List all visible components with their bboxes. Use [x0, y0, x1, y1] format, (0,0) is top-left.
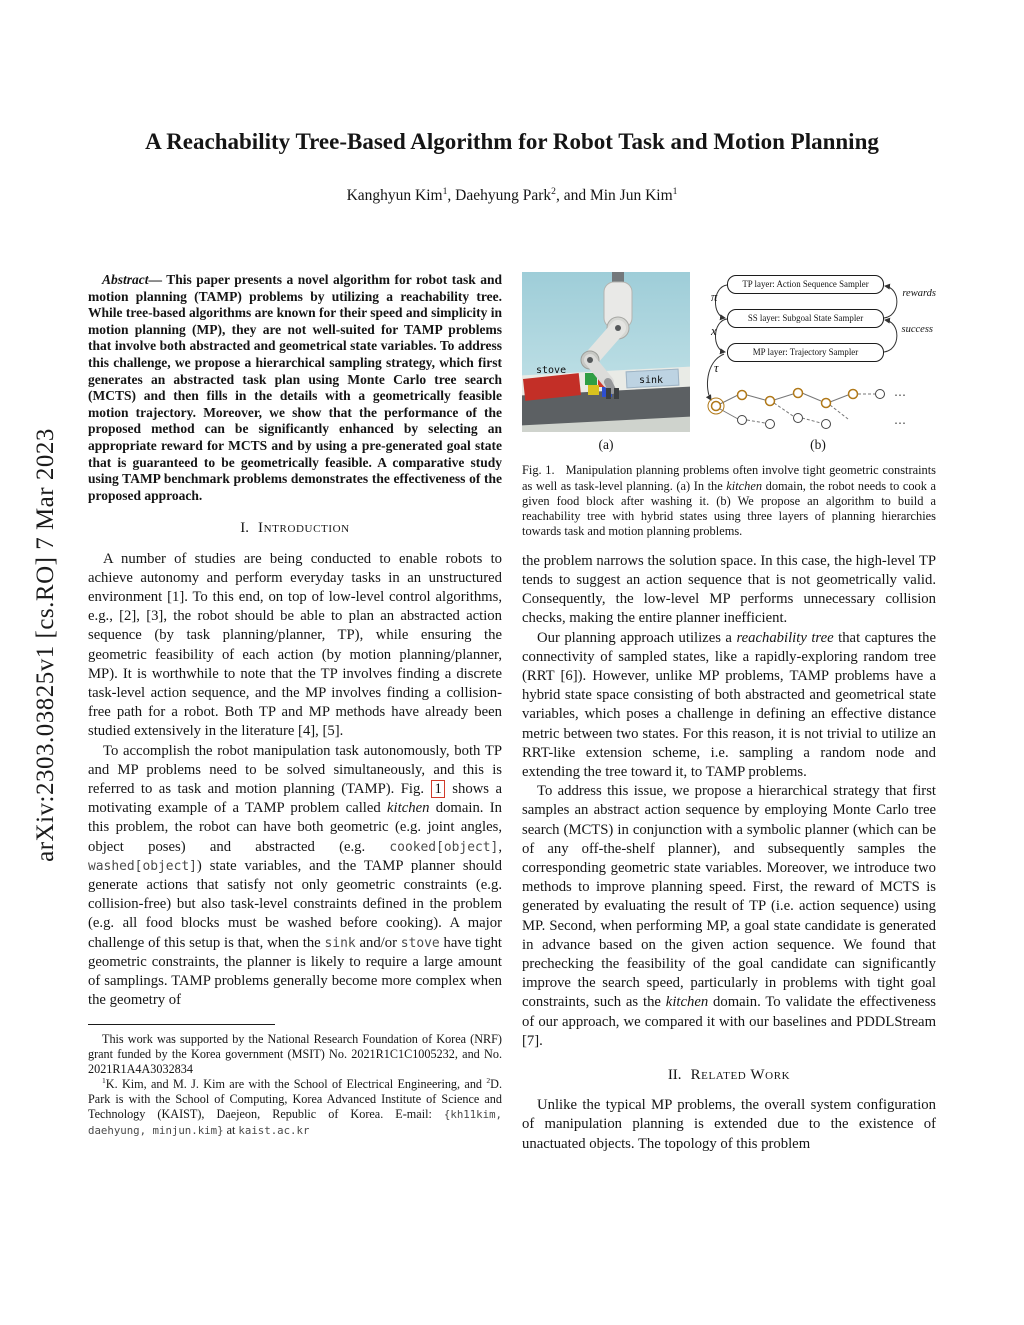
section-number: I.	[240, 520, 250, 537]
right-column	[522, 272, 936, 1154]
section-title: Introduction	[258, 520, 350, 537]
x-symbol: x	[711, 324, 717, 338]
ss-layer-box: SS layer: Subgoal State Sampler	[727, 309, 884, 328]
text-segment: cooked[object]	[389, 839, 499, 855]
text-segment: To address this issue, we propose a hierarchical strategy that first samples an abstract action sequence by employing Monte Carlo tree search (MCTS) in conjunction with a symbolic planner (which can be of any off-the-shelf planner), and subsequently samples the corresponding geometric state variables. Moreover, we introduce two methods to improve planning speed. First, the reward of MCTS is generated by evaluating the result of TP (i.e. action sequence) using MP. Second, when performing MP, a goal state candidate is generated in advance based on the given action sequence. We found that prechecking the feasibility of the goal candidate can significantly improve the search speed, particularly in problems with tight goal constraints, such as the	[522, 783, 936, 1011]
figure-1-panels	[522, 272, 936, 454]
paper-header	[132, 126, 892, 205]
pi-symbol: π	[711, 290, 718, 304]
tau-symbol: τ	[714, 361, 719, 375]
text-segment: reachability tree	[736, 629, 834, 646]
text-segment: kaist.ac.kr	[238, 1123, 310, 1137]
funding-footnote: This work was supported by the National Research Foundation of Korea (NRF) grant funded by the Korea government (MSIT) No. 2021R1C1C1005232, and No. 2021R1A4A3032834	[88, 1032, 502, 1077]
text-segment: ,	[498, 838, 502, 855]
mp-layer-box: MP layer: Trajectory Sampler	[727, 343, 884, 362]
figure-ref-link[interactable]: 1	[431, 780, 444, 798]
text-segment: , and Min Jun Kim	[555, 187, 673, 204]
figure-1a-label: (a)	[598, 437, 614, 452]
text-segment: Kanghyun Kim	[346, 187, 443, 204]
tree-ellipsis-bottom: ⋯	[894, 416, 906, 430]
text-segment: 2	[486, 1076, 491, 1086]
text-segment: 1	[442, 185, 448, 197]
section-heading-related-work	[522, 1066, 936, 1085]
tp-layer-box: TP layer: Action Sequence Sampler	[727, 275, 884, 294]
section-number: II.	[667, 1066, 682, 1083]
authors-line	[132, 187, 892, 205]
figure-1b-label: (b)	[810, 437, 826, 452]
tree-ellipsis-top: ⋯	[894, 388, 906, 402]
figure-1a-wrap	[522, 272, 690, 454]
section-title: Related Work	[690, 1066, 791, 1083]
text-segment: domain. To validate the effectiveness of our approach, we compared it with our baselines and PDDLStream [7].	[522, 994, 936, 1049]
text-segment: at	[223, 1122, 239, 1137]
text-segment: kitchen	[726, 478, 763, 493]
text-segment: domain, the robot needs to cook a given food block after washing it. (b) We propose an algorithm to build a reachability tree with hybrid states using three layers of planning hierarchies towards task and motion planning problems.	[522, 478, 936, 539]
col2-paragraph-1: the problem narrows the solution space. In this case, the high-level TP tends to suggest an action sequence that is not geometrically valid. Consequently, the low-level MP performs unnecessary collision checks, making the entire planner inefficient.	[522, 552, 936, 627]
text-segment: 1	[672, 185, 678, 197]
section-heading-introduction	[88, 519, 502, 538]
figure-1-caption	[522, 463, 936, 539]
text-segment: — This paper presents a novel algorithm for robot task and motion planning (TAMP) problems by utilizing a reachability tree. While tree-based algorithms are known for their speed and simplicity in motion planning (MP), they are not well-suited for TAMP problems that involve both abstracted and geometrical state variables. To address this challenge, we propose a hierarchical sampling strategy, which first generates an abstracted task plan using Monte Carlo tree search (MCTS) and then fills in the details with a geometrically feasible motion trajectory. Moreover, we show that the performance of the proposed method can be significantly enhanced by selecting an appropriate reward for MCTS and by using a pre-generated goal state that is guaranteed to be geometrically feasible. A comparative study using TAMP benchmark problems demonstrates the effectiveness of the proposed approach.	[88, 272, 502, 503]
text-segment: shows a motivating example of a TAMP problem called	[88, 780, 502, 817]
text-segment: ) state variables, and the TAMP planner should generate actions that satisfy not only geometric constraints (e.g. collision-free) but also task-level constraints defined in the problem (e.g. all food blocks must be washed before cooking). A major challenge of this setup is that, when the	[88, 857, 502, 951]
text-segment: K. Kim, and M. J. Kim are with the School of Electrical Engineering, and	[105, 1077, 487, 1092]
text-segment: To accomplish the robot manipulation task autonomously, both TP and MP problems need to be solved simultaneously, and this is referred to as task and motion planning (TAMP). Fig.	[88, 742, 502, 797]
left-column	[88, 272, 502, 1139]
figure-1b-diagram	[700, 272, 936, 432]
text-segment: 1	[102, 1076, 106, 1086]
text-segment: D. Park is with the School of Computing, Korea Advanced Institute of Science and Technology (KAIST), Daejeon, Republic of Korea. E-mail:	[88, 1077, 502, 1121]
text-segment: and/or	[355, 934, 401, 951]
text-segment: Our planning approach utilizes a	[537, 629, 737, 646]
text-segment: sink	[324, 935, 356, 951]
figure-1b-wrap	[700, 272, 936, 454]
footnote-block	[88, 1024, 502, 1138]
affiliation-footnote	[88, 1077, 502, 1139]
intro-paragraph-1: A number of studies are being conducted to enable robots to achieve autonomy and perform everyday tasks in an unstructured environment [1]. To this end, on top of low-level control algorithms, e.g., [2], [3], the robot should be able to plan an abstracted action sequence (by task planning/planner, TP), while ensuring the geometric feasibility of each action (by motion planning/planner, MP). It is worthwhile to note that the TP involves finding a discrete task-level action sequence, and the MP involves finding a collision-free path for a robot. Both TP and MP methods have already been studied extensively in the literature [4], [5].	[88, 550, 502, 740]
intro-paragraph-2	[88, 742, 502, 1011]
text-segment: stove	[400, 935, 440, 951]
col2-paragraph-3	[522, 782, 936, 1051]
text-segment: {kh11kim, daehyung, minjun.kim}	[88, 1107, 502, 1137]
robot-arm-illustration	[522, 272, 690, 432]
text-segment: Abstract	[102, 272, 149, 287]
footnote-divider	[88, 1024, 275, 1025]
related-paragraph-1: Unlike the typical MP problems, the overall system configuration of manipulation planning is extended due to the existence of unactuated objects. The topology of this problem	[522, 1097, 936, 1152]
figure-1	[522, 272, 936, 540]
arxiv-watermark: arXiv:2303.03825v1 [cs.RO] 7 Mar 2023	[32, 428, 59, 862]
paper-title: A Reachability Tree-Based Algorithm for Robot Task and Motion Planning	[145, 129, 879, 154]
col2-paragraph-2	[522, 629, 936, 783]
text-segment: 2	[551, 185, 556, 197]
text-segment: kitchen	[387, 800, 430, 817]
reachability-tree-diagram	[700, 380, 936, 432]
text-segment: domain. In this problem, the robot can have both geometric (e.g. joint angles, object poses) and abstracted (e.g.	[88, 800, 502, 855]
figure-1a-robot-scene	[522, 272, 690, 432]
abstract-paragraph	[88, 272, 502, 504]
stove-label: stove	[536, 365, 567, 376]
text-segment: have tight geometric constraints, the planner is likely to require a large amount of samplings. TAMP problems generally become more complex when the geometry of	[88, 934, 502, 1009]
sink-label: sink	[639, 375, 664, 386]
text-segment: kitchen	[665, 994, 709, 1011]
success-label: success	[901, 324, 933, 335]
text-segment: that captures the connectivity of sampled states, like a rapidly-exploring random tree (RRT [6]). However, unlike MP problems, TAMP problems have a hybrid state space consisting of both abstracted and geometrical state variables, which poses a challenge in defining an effective distance metric between two states. For this reason, it is not trivial to utilize an RRT-like extension scheme, i.e. sampling a random node and extending the tree toward it, to TAMP problems.	[522, 629, 936, 780]
text-segment: washed[object]	[88, 858, 197, 874]
text-segment: , Daehyung Park	[447, 187, 552, 204]
text-segment: Fig. 1. Manipulation planning problems often involve tight geometric constraints as well as task-level planning. (a) In the	[522, 463, 936, 493]
rewards-label: rewards	[902, 288, 936, 299]
